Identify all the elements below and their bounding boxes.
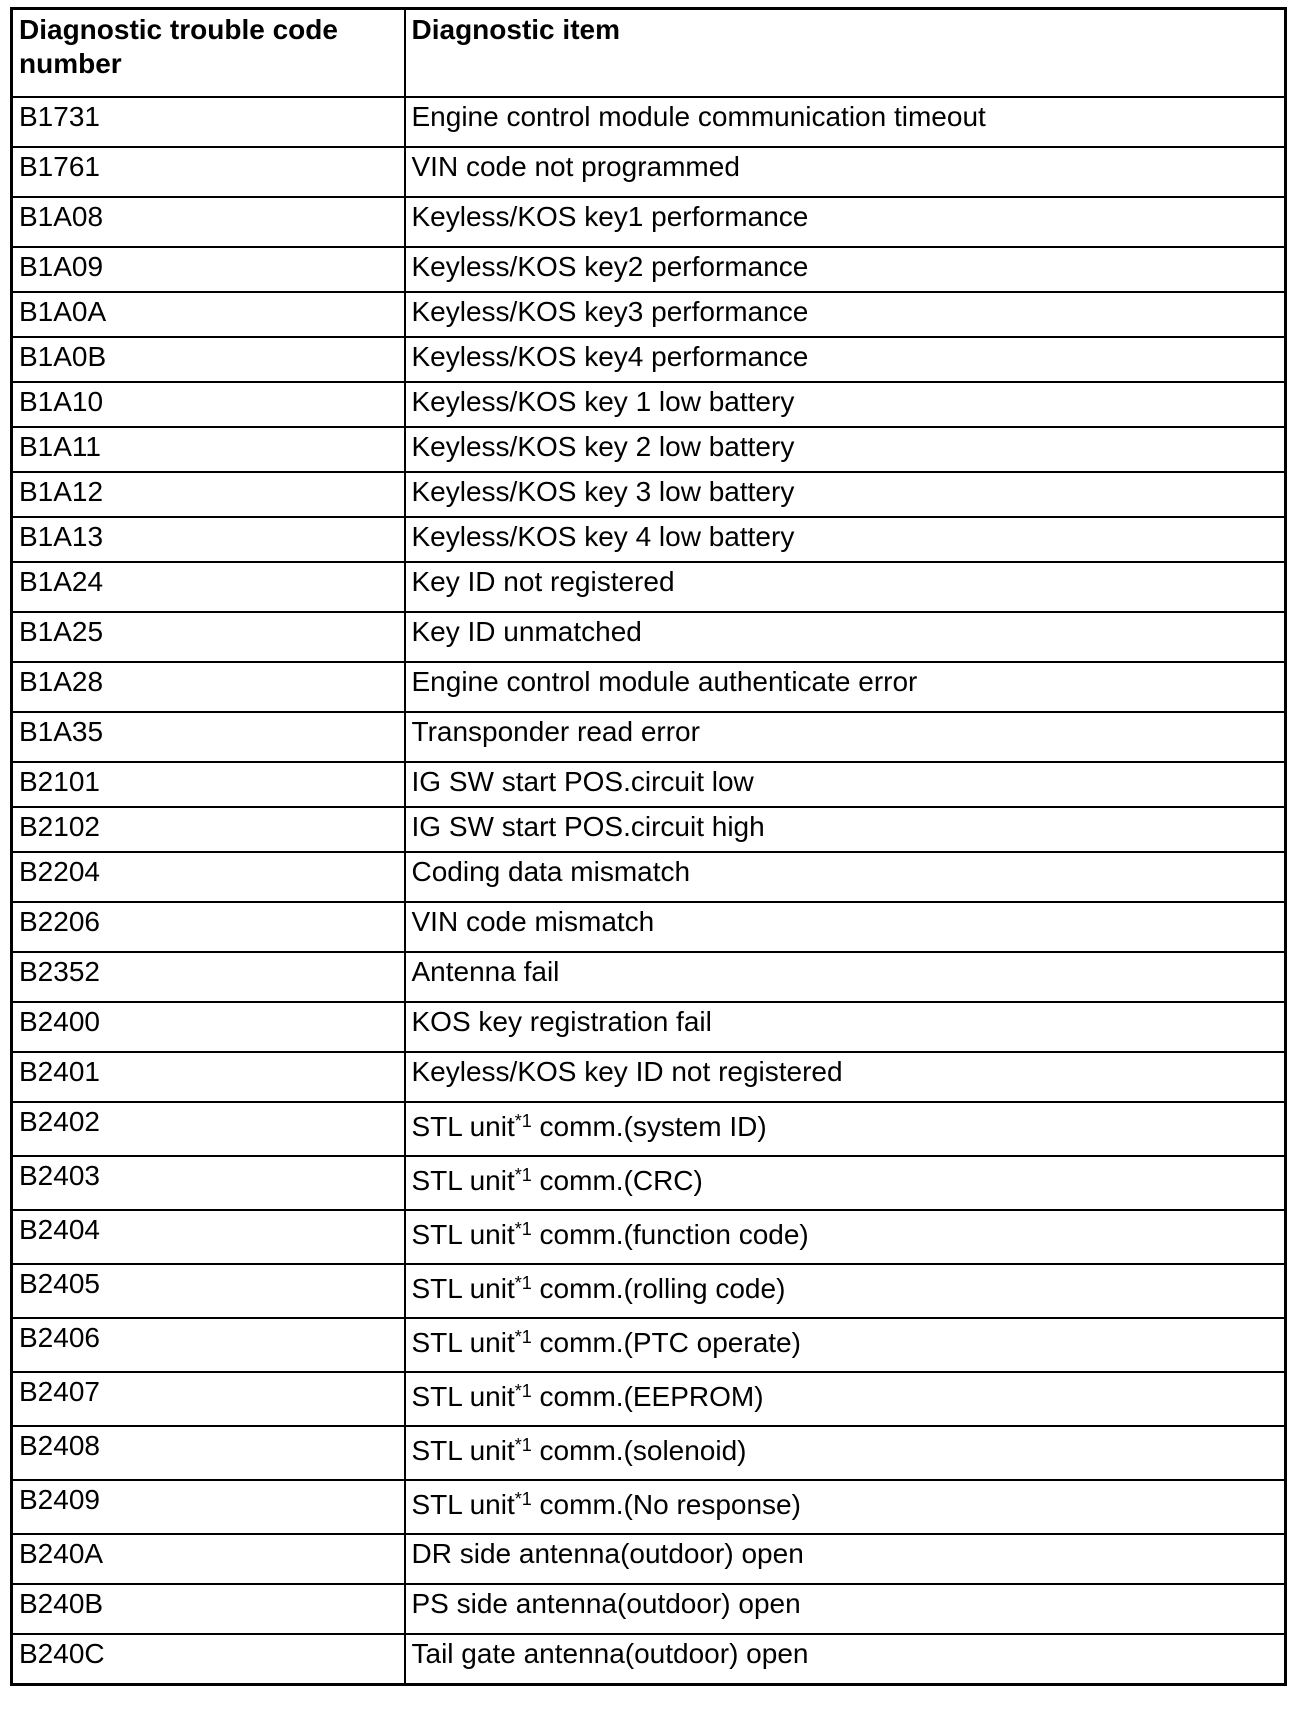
table-row [12,612,1286,662]
code-cell: B1A0A [12,292,405,337]
header-row [12,9,1286,98]
item-cell: Keyless/KOS key1 performance [405,197,1286,247]
item-cell: Engine control module communication timeout [405,97,1286,147]
code-cell: B1A09 [12,247,405,292]
item-cell [405,1480,1286,1534]
footnote-mark: *1 [514,1327,532,1347]
item-cell: IG SW start POS.circuit high [405,807,1286,852]
item-text: STL unit [411,1435,515,1466]
code-cell: B2409 [12,1480,405,1534]
code-cell: B1A25 [12,612,405,662]
item-text: STL unit [411,1489,515,1520]
footnote-mark: *1 [514,1489,532,1509]
table-row [12,197,1286,247]
code-cell: B2204 [12,852,405,902]
item-text: comm.(function code) [531,1219,809,1250]
item-text: comm.(No response) [531,1489,801,1520]
item-cell: DR side antenna(outdoor) open [405,1534,1286,1584]
code-cell: B2101 [12,762,405,807]
table-row [12,337,1286,382]
item-text: comm.(solenoid) [531,1435,747,1466]
code-cell: B1A0B [12,337,405,382]
code-cell: B1A10 [12,382,405,427]
code-cell: B2404 [12,1210,405,1264]
item-cell: PS side antenna(outdoor) open [405,1584,1286,1634]
code-cell: B2206 [12,902,405,952]
table-row [12,427,1286,472]
table-row [12,382,1286,427]
item-cell [405,1210,1286,1264]
code-cell: B2403 [12,1156,405,1210]
code-cell: B2402 [12,1102,405,1156]
table-row [12,1372,1286,1426]
table-row [12,1318,1286,1372]
item-text: comm.(rolling code) [531,1273,786,1304]
table-row [12,97,1286,147]
table-row [12,517,1286,562]
table-row [12,247,1286,292]
table-row [12,762,1286,807]
table-row [12,1156,1286,1210]
table-row [12,1426,1286,1480]
item-cell: Keyless/KOS key 3 low battery [405,472,1286,517]
item-text: STL unit [411,1381,515,1412]
table-row [12,1052,1286,1102]
item-cell: Keyless/KOS key 1 low battery [405,382,1286,427]
code-cell: B1A28 [12,662,405,712]
item-text: STL unit [411,1327,515,1358]
item-cell [405,1318,1286,1372]
code-cell: B1731 [12,97,405,147]
item-cell: Keyless/KOS key2 performance [405,247,1286,292]
item-cell: Transponder read error [405,712,1286,762]
footnote-mark: *1 [514,1273,532,1293]
table-row [12,902,1286,952]
item-cell: Keyless/KOS key ID not registered [405,1052,1286,1102]
item-cell: Key ID not registered [405,562,1286,612]
table-row [12,472,1286,517]
item-cell [405,1426,1286,1480]
code-cell: B1A08 [12,197,405,247]
item-cell: Antenna fail [405,952,1286,1002]
table-row [12,1534,1286,1584]
item-cell: VIN code not programmed [405,147,1286,197]
item-cell: Keyless/KOS key3 performance [405,292,1286,337]
code-cell: B2102 [12,807,405,852]
code-cell: B1A35 [12,712,405,762]
item-cell [405,1264,1286,1318]
item-text: comm.(EEPROM) [531,1381,764,1412]
item-cell: KOS key registration fail [405,1002,1286,1052]
item-text: comm.(CRC) [531,1165,703,1196]
header-code: Diagnostic trouble code number [12,9,405,98]
table-row [12,562,1286,612]
table-row [12,952,1286,1002]
table-row [12,1480,1286,1534]
table-row [12,1210,1286,1264]
footnote-mark: *1 [514,1219,532,1239]
table-row [12,807,1286,852]
code-cell: B1A13 [12,517,405,562]
item-cell: Keyless/KOS key 4 low battery [405,517,1286,562]
table-row [12,1264,1286,1318]
table-row [12,1002,1286,1052]
footnote-mark: *1 [514,1381,532,1401]
item-cell [405,1156,1286,1210]
table-row [12,147,1286,197]
table-row [12,662,1286,712]
item-cell [405,1102,1286,1156]
item-cell: Keyless/KOS key4 performance [405,337,1286,382]
table-row [12,852,1286,902]
code-cell: B240B [12,1584,405,1634]
code-cell: B1761 [12,147,405,197]
header-item: Diagnostic item [405,9,1286,98]
item-cell: IG SW start POS.circuit low [405,762,1286,807]
table-row [12,712,1286,762]
item-text: STL unit [411,1111,515,1142]
code-cell: B1A12 [12,472,405,517]
code-cell: B2406 [12,1318,405,1372]
code-cell: B1A11 [12,427,405,472]
item-cell: VIN code mismatch [405,902,1286,952]
item-text: comm.(system ID) [531,1111,767,1142]
item-cell: Tail gate antenna(outdoor) open [405,1634,1286,1685]
item-cell: Key ID unmatched [405,612,1286,662]
table-row [12,1634,1286,1685]
item-cell: Coding data mismatch [405,852,1286,902]
footnote-mark: *1 [514,1435,532,1455]
table-row [12,292,1286,337]
item-text: STL unit [411,1219,515,1250]
item-cell [405,1372,1286,1426]
footnote-mark: *1 [514,1165,532,1185]
code-cell: B240A [12,1534,405,1584]
code-cell: B2401 [12,1052,405,1102]
item-text: STL unit [411,1165,515,1196]
footnote-mark: *1 [514,1111,532,1131]
dtc-table [10,7,1287,1686]
code-cell: B1A24 [12,562,405,612]
code-cell: B2408 [12,1426,405,1480]
code-cell: B2352 [12,952,405,1002]
table-row [12,1584,1286,1634]
item-cell: Engine control module authenticate error [405,662,1286,712]
table-row [12,1102,1286,1156]
item-cell: Keyless/KOS key 2 low battery [405,427,1286,472]
item-text: STL unit [411,1273,515,1304]
code-cell: B2407 [12,1372,405,1426]
code-cell: B240C [12,1634,405,1685]
code-cell: B2400 [12,1002,405,1052]
item-text: comm.(PTC operate) [531,1327,801,1358]
code-cell: B2405 [12,1264,405,1318]
